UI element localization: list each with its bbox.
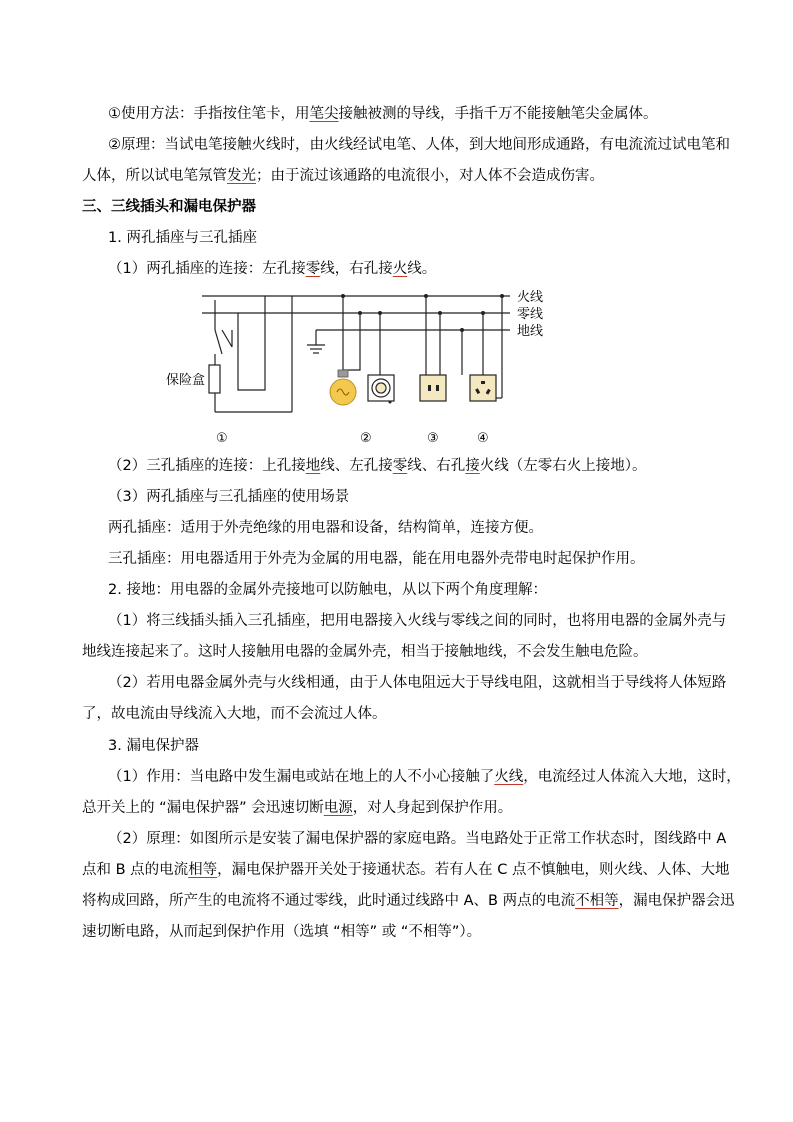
- principle-line-2: [82, 166, 604, 186]
- two-hole-usage: 两孔插座：适用于外壳绝缘的用电器和设备，结构简单，连接方便。: [108, 520, 543, 536]
- three-hole-connection: [108, 456, 646, 476]
- leak-answer-not-equal: 不相等: [575, 893, 619, 909]
- three-hole-answer-earth: 地: [305, 458, 321, 474]
- grounding-point-2-line-2: 了，故电流由导线流入大地，而不会流过人体。: [82, 706, 387, 722]
- leakage-principle-line-1: （2）原理：如图所示是安装了漏电保护器的家庭电路。当电路处于正常工作状态时，图线路中 A: [108, 831, 727, 847]
- two-hole-text-c: 线，右孔接: [320, 261, 393, 277]
- section-3-title: 三、三线插头和漏电保护器: [82, 199, 256, 215]
- usage-text-2: 接触被测的导线，手指千万不能接触笔尖金属体。: [338, 106, 658, 122]
- usage-answer-pen-tip: 笔尖: [309, 106, 339, 122]
- three-hole-text-a: （2）三孔插座的连接：上孔接: [108, 458, 306, 474]
- earth-wire-label: 地线: [517, 324, 544, 339]
- grounding-point-1-line-2: 地线连接起来了。这时人接触用电器的金属外壳，相当于接触地线，不会发生触电危险。: [82, 644, 648, 660]
- scenario-title: （3）两孔插座与三孔插座的使用场景: [108, 489, 350, 505]
- two-hole-text-d: 线。: [407, 261, 437, 277]
- leak-principle-text-2a: 点和 B 点的电流: [82, 862, 189, 878]
- grounding-title: 2. 接地：用电器的金属外壳接地可以防触电，从以下两个角度理解：: [108, 582, 547, 598]
- leakage-function-line-2: [82, 798, 512, 818]
- leak-answer-power-source: 电源: [323, 800, 353, 816]
- subsection-1-title: 1. 两孔插座与三孔插座: [108, 230, 257, 246]
- usage-text-1: ①使用方法：手指按住笔卡，用: [108, 106, 310, 122]
- three-hole-answer-neutral: 零: [392, 458, 408, 474]
- two-hole-answer-neutral: 零: [305, 261, 321, 277]
- two-hole-connection: [108, 259, 436, 279]
- leakage-principle-line-2: [82, 860, 730, 880]
- three-hole-text-e: 火线（左零右火上接地）。: [479, 458, 647, 474]
- light-bulb-icon: [330, 370, 356, 405]
- leakage-function-line-1: [108, 767, 741, 787]
- three-hole-text-d: 线、右孔: [407, 458, 466, 474]
- leakage-principle-line-3: [82, 891, 735, 911]
- leak-answer-equal: 相等: [188, 862, 218, 878]
- figure-marker-1: ①: [216, 431, 228, 446]
- three-hole-text-c: 线、左孔接: [320, 458, 393, 474]
- leakage-protector-title: 3. 漏电保护器: [108, 738, 199, 754]
- usage-paragraph: [108, 104, 658, 124]
- figure-marker-3: ③: [427, 431, 439, 446]
- principle-text-c: ；由于流过该通路的电流很小，对人体不会造成伤害。: [256, 168, 604, 184]
- three-hole-answer-connect: 接: [465, 458, 480, 474]
- live-wire-label: 火线: [517, 290, 544, 305]
- figure-marker-4: ④: [477, 431, 489, 446]
- leak-principle-text-3c: ，漏电保护器会迅: [618, 893, 735, 909]
- principle-line-1: ②原理：当试电笔接触火线时，由火线经试电笔、人体，到大地间形成通路，有电流流过试电笔和: [108, 137, 730, 153]
- leak-function-text-2c: ，对人身起到保护作用。: [352, 800, 513, 816]
- leak-function-text-a: （1）作用：当电路中发生漏电或站在地上的人不小心接触了: [108, 769, 495, 785]
- two-hole-text-a: （1）两孔插座的连接：左孔接: [108, 261, 306, 277]
- leak-function-text-2a: 总开关上的 “漏电保护器” 会迅速切断: [82, 800, 324, 816]
- two-hole-answer-live: 火: [392, 261, 408, 277]
- principle-answer-glow: 发光: [227, 168, 256, 184]
- grounding-point-1-line-1: （1）将三线插头插入三孔插座，把用电器接入火线与零线之间的同时，也将用电器的金属外壳与: [108, 613, 727, 629]
- leak-answer-live-wire: 火线: [494, 769, 524, 785]
- circuit-diagram: [0, 285, 793, 455]
- figure-marker-2: ②: [360, 431, 372, 446]
- leak-principle-text-3a: 将构成回路，所产生的电流将不通过零线，此时通过线路中 A、B 两点的电流: [82, 893, 576, 909]
- grounding-point-2-line-1: （2）若用电器金属外壳与火线相通，由于人体电阻远大于导线电阻，这就相当于导线将人体短路: [108, 675, 727, 691]
- fuse-box-label: 保险盒: [166, 373, 206, 388]
- neutral-wire-label: 零线: [517, 307, 544, 322]
- three-hole-usage: 三孔插座：用电器适用于外壳为金属的用电器，能在用电器外壳带电时起保护作用。: [108, 551, 645, 567]
- leakage-principle-line-4: 速切断电路，从而起到保护作用（选填 “相等” 或 “不相等”）。: [82, 924, 482, 940]
- leak-function-text-c: ，电流经过人体流入大地，这时，: [523, 769, 741, 785]
- principle-text-a: 人体，所以试电笔氖管: [82, 168, 227, 184]
- leak-principle-text-2c: ，漏电保护器开关处于接通状态。若有人在 C 点不慎触电，则火线、人体、大地: [217, 862, 730, 878]
